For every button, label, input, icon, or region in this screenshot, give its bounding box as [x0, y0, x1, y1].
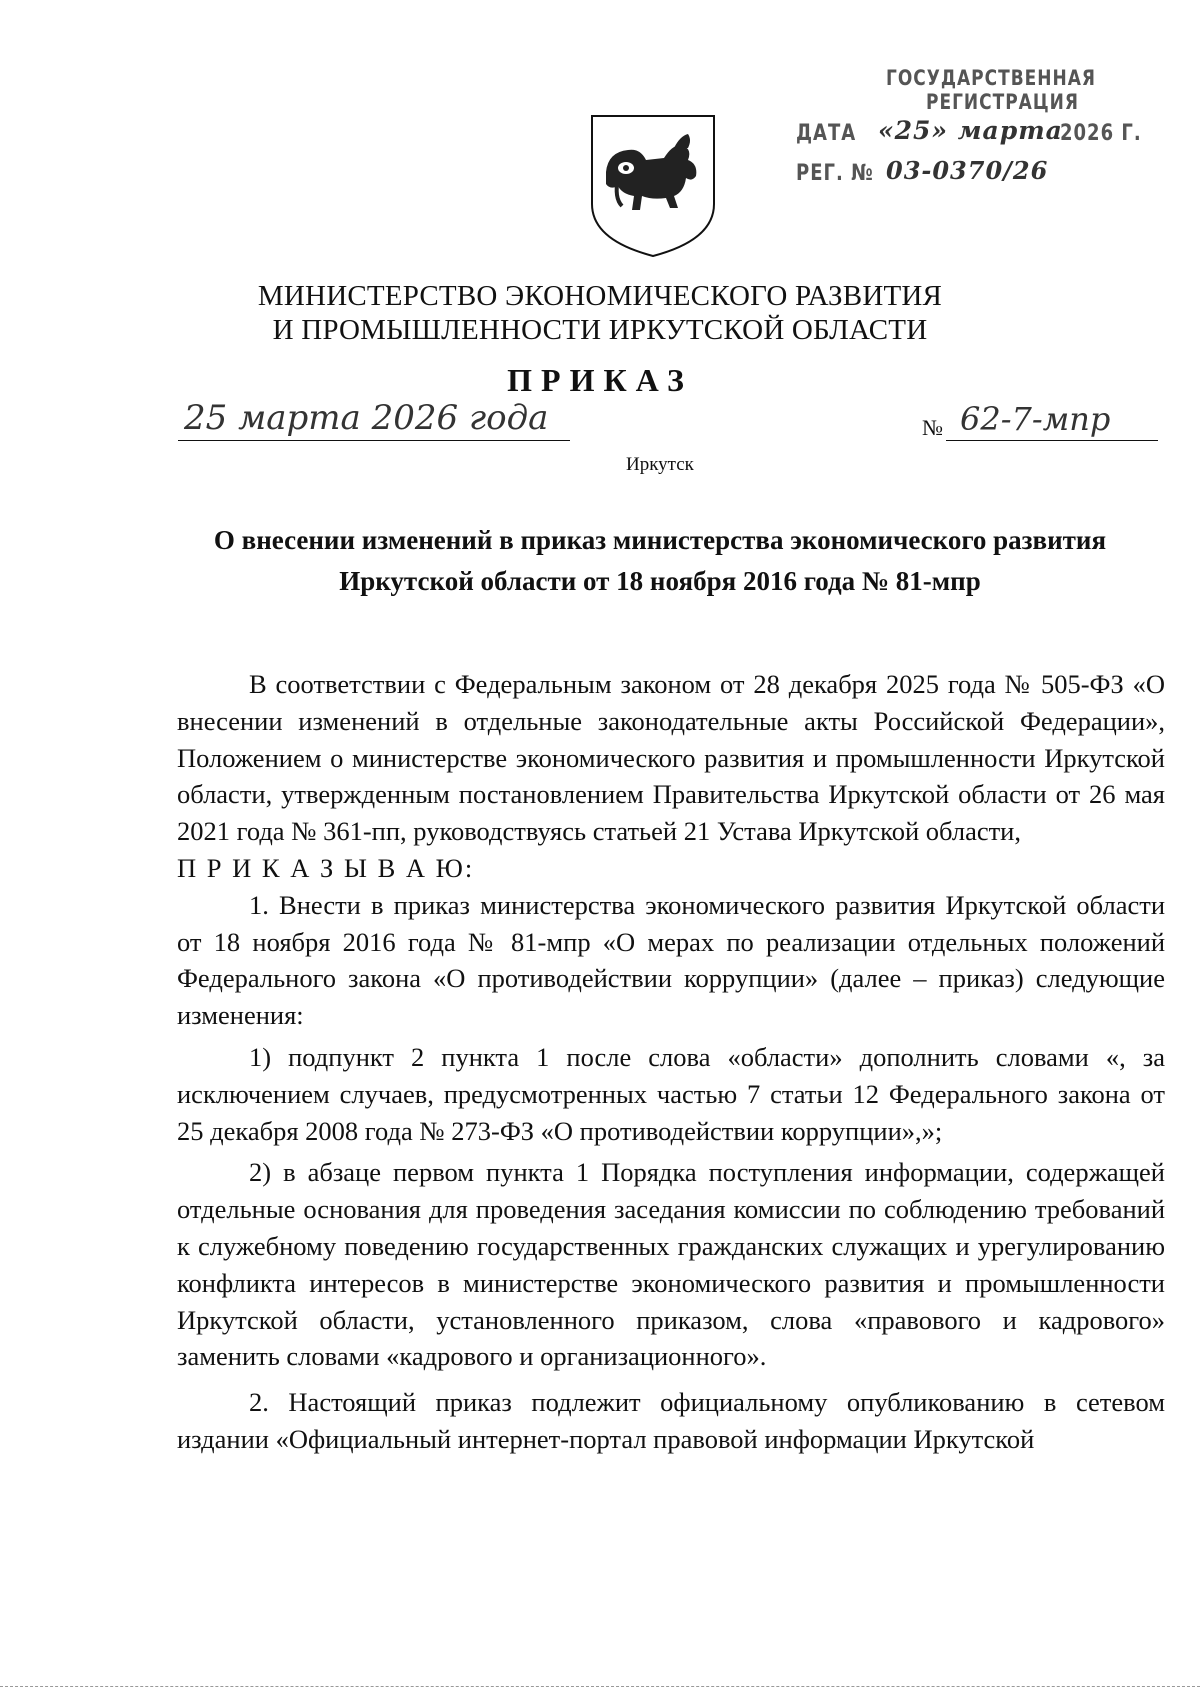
subitem-1-paragraph: 1) подпункт 2 пункта 1 после слова «области» дополнить словами «, за исключением случаев, предусмотренных частью 7 статьи 12 Федерального закона от 25 декабря 2008 года № 273-ФЗ «О противодействии коррупции»,»; [177, 1041, 1165, 1146]
number-line [946, 440, 1158, 441]
number-label: № [922, 415, 943, 440]
stamp-reg-value: 03-0370/26 [886, 156, 1049, 185]
document-title-line-2: Иркутской области от 18 ноября 2016 года № 81-мпр [339, 566, 981, 596]
ministry-name-line-1: МИНИСТЕРСТВО ЭКОНОМИЧЕСКОГО РАЗВИТИЯ [257, 280, 943, 312]
coat-of-arms-emblem [588, 112, 718, 260]
stamp-date-value: «25» марта [878, 116, 1063, 145]
registration-stamp [796, 62, 1180, 192]
item-2-paragraph: 2. Настоящий приказ подлежит официальному опубликованию в сетевом издании «Официальный интернет-портал правовой информации Иркутской [177, 1387, 1165, 1454]
document-body [177, 666, 1165, 1458]
stamp-reg-label: РЕГ. № [796, 160, 874, 187]
document-title-line-1: О внесении изменений в приказ министерства экономического развития [213, 525, 1107, 555]
stamp-line-1: ГОСУДАРСТВЕННАЯ [886, 66, 1096, 91]
stamp-line-2: РЕГИСТРАЦИЯ [926, 90, 1079, 115]
stamp-date-label: ДАТА [796, 120, 857, 147]
order-word: П Р И К А З Ы В А Ю: [177, 852, 475, 883]
document-title [160, 520, 1160, 602]
stamp-year: 2026 Г. [1060, 120, 1142, 147]
preamble-paragraph: В соответствии с Федеральным законом от 28 декабря 2025 года № 505-ФЗ «О внесении изменений в отдельные законодательные акты Российской Федерации», Положением о министерстве экономического развития и промышленности Иркутской области, утвержденным постановлением Правительства Иркутской области от 26 мая 2021 года № 361-пп, руководствуясь статьей 21 Устава Иркутской области, [177, 669, 1165, 847]
ministry-name-line-2: И ПРОМЫШЛЕННОСТИ ИРКУТСКОЙ ОБЛАСТИ [272, 314, 928, 346]
item-1-paragraph: 1. Внести в приказ министерства экономического развития Иркутской области от 18 ноября 2016 года № 81-мпр «О мерах по реализации отдельных положений Федерального закона «О противодействии коррупции» (далее – приказ) следующие изменения: [177, 889, 1165, 1031]
subitem-2-paragraph: 2) в абзаце первом пункта 1 Порядка поступления информации, содержащей отдельные основания для проведения заседания комиссии по соблюдению требований к служебному поведению государственных гражданских служащих и урегулированию конфликта интересов в министерстве экономического развития и промышленности Иркутской области, установленного приказом, слова «правового и кадрового» заменить словами «кадрового и организационного». [177, 1157, 1165, 1372]
document-type-heading: ПРИКАЗ [507, 362, 693, 398]
date-handwritten: 25 марта 2026 года [184, 398, 549, 438]
number-handwritten: 62-7-мпр [960, 400, 1111, 438]
page-bottom-divider [0, 1686, 1200, 1687]
date-line [178, 440, 570, 441]
city-name: Иркутск [626, 454, 694, 475]
